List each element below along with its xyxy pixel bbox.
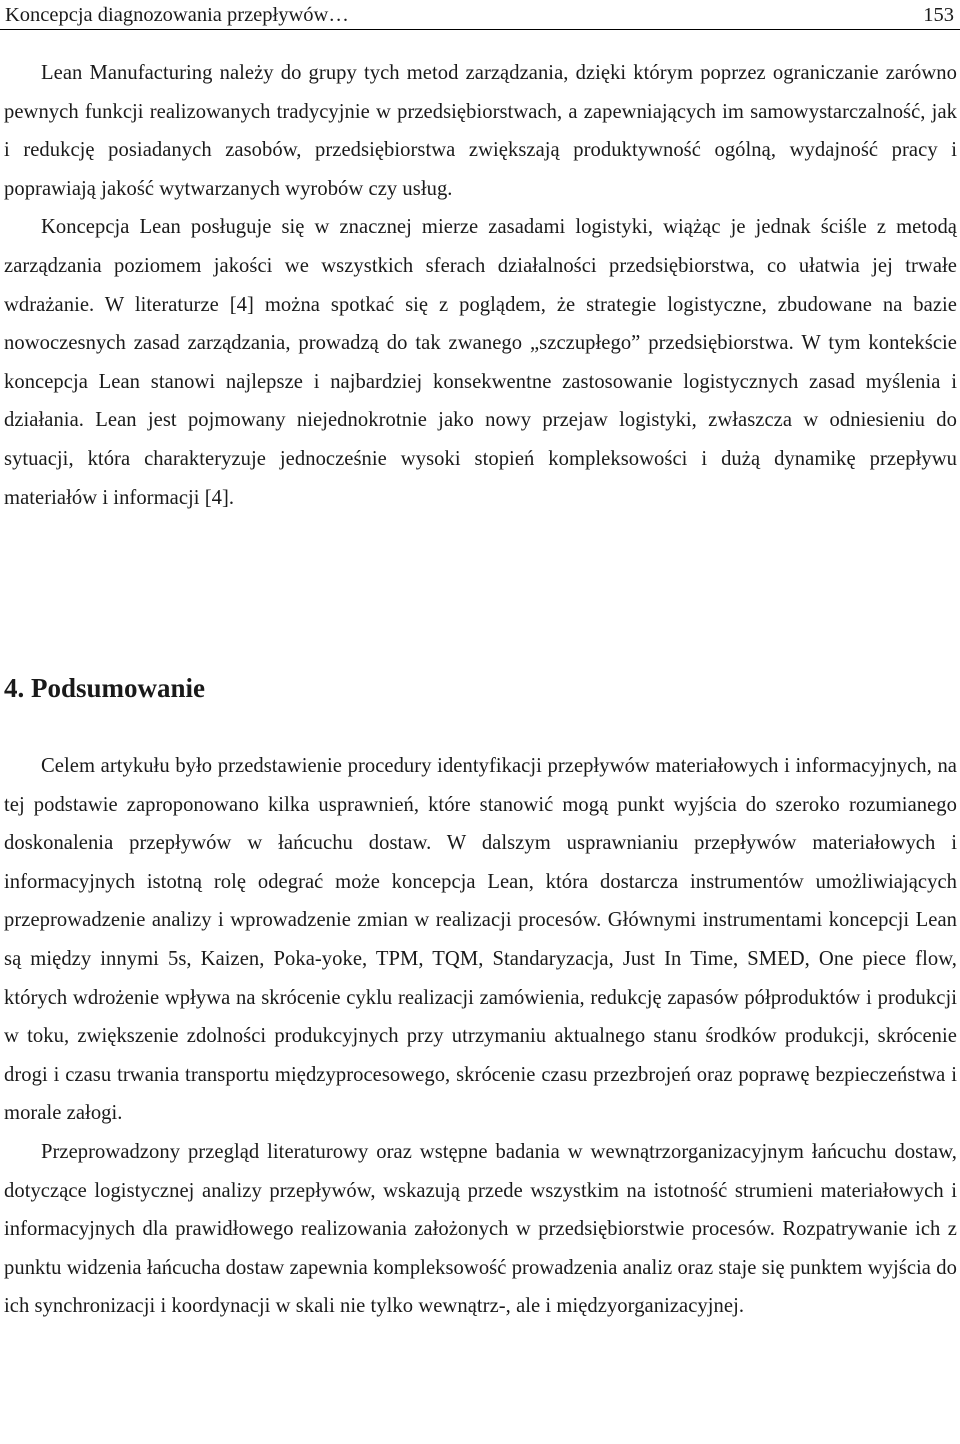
body-text-top <box>4 54 957 517</box>
paragraph: Lean Manufacturing należy do grupy tych metod zarządzania, dzięki którym poprzez ograniczanie zarówno pewnych funkcji realizowanych tradycyjnie w przedsiębiorstwach, a zapewniających im samowystarczalność, jak i redukcję posiadanych zasobów, przedsiębiorstwa zwiększają produktywność ogólną, wydajność pracy i poprawiają jakość wytwarzanych wyrobów czy usług. <box>4 62 957 200</box>
running-header <box>0 0 960 30</box>
body-text-summary <box>4 747 957 1326</box>
section-heading: 4. Podsumowanie <box>4 673 206 703</box>
running-header-title: Koncepcja diagnozowania przepływów… <box>5 4 349 26</box>
paragraph: Przeprowadzony przegląd literaturowy oraz wstępne badania w wewnątrzorganizacyjnym łańcuchu dostaw, dotyczące logistycznej analizy przepływów, wskazują przede wszystkim na istotność strumieni materiałowych i informacyjnych dla prawidłowego realizowania założonych w przedsiębiorstwie procesów. Rozpatrywanie ich z punktu widzenia łańcucha dostaw zapewnia kompleksowość prowadzenia analiz oraz staje się punktem wyjścia do ich synchronizacji i koordynacji w skali nie tylko wewnątrz-, ale i międzyorganizacyjnej. <box>4 1140 957 1318</box>
paragraph: Koncepcja Lean posługuje się w znacznej mierze zasadami logistyki, wiążąc je jednak ściśle z metodą zarządzania poziomem jakości we wszystkich sferach działalności przedsiębiorstwa, co ułatwia jej trwałe wdrażanie. W literaturze [4] można spotkać się z poglądem, że strategie logistyczne, zbudowane na bazie nowoczesnych zasad zarządzania, prowadzą do tak zwanego „szczupłego” przedsiębiorstwa. W tym kontekście koncepcja Lean stanowi najlepsze i najbardziej konsekwentne zastosowanie logistycznych zasad myślenia i działania. Lean jest pojmowany niejednokrotnie jako nowy przejaw logistyki, zwłaszcza w odniesieniu do sytuacji, która charakteryzuje jednocześnie wysoki stopień kompleksowości i dużą dynamikę przepływu materiałów i informacji [4]. <box>4 216 957 509</box>
paragraph: Celem artykułu było przedstawienie procedury identyfikacji przepływów materiałowych i informacyjnych, na tej podstawie zaproponowano kilka usprawnień, które stanowić mogą punkt wyjścia do szeroko rozumianego doskonalenia przepływów w łańcuchu dostaw. W dalszym usprawnianiu przepływów materiałowych i informacyjnych istotną rolę odegrać może koncepcja Lean, która dostarcza instrumentów umożliwiających przeprowadzenie analizy i wprowadzenie zmian w realizacji procesów. Głównymi instrumentami koncepcji Lean są między innymi 5s, Kaizen, Poka-yoke, TPM, TQM, Standaryzacja, Just In Time, SMED, One piece flow, których wdrożenie wpływa na skrócenie cyklu realizacji zamówienia, redukcję zapasów półproduktów i produkcji w toku, zwiększenie zdolności produkcyjnych przy utrzymaniu aktualnego stanu środków produkcji, skrócenie drogi i czasu trwania transportu międzyprocesowego, skrócenie czasu przezbrojeń oraz poprawę bezpieczeństwa i morale załogi. <box>4 755 957 1125</box>
page-number: 153 <box>923 4 954 26</box>
